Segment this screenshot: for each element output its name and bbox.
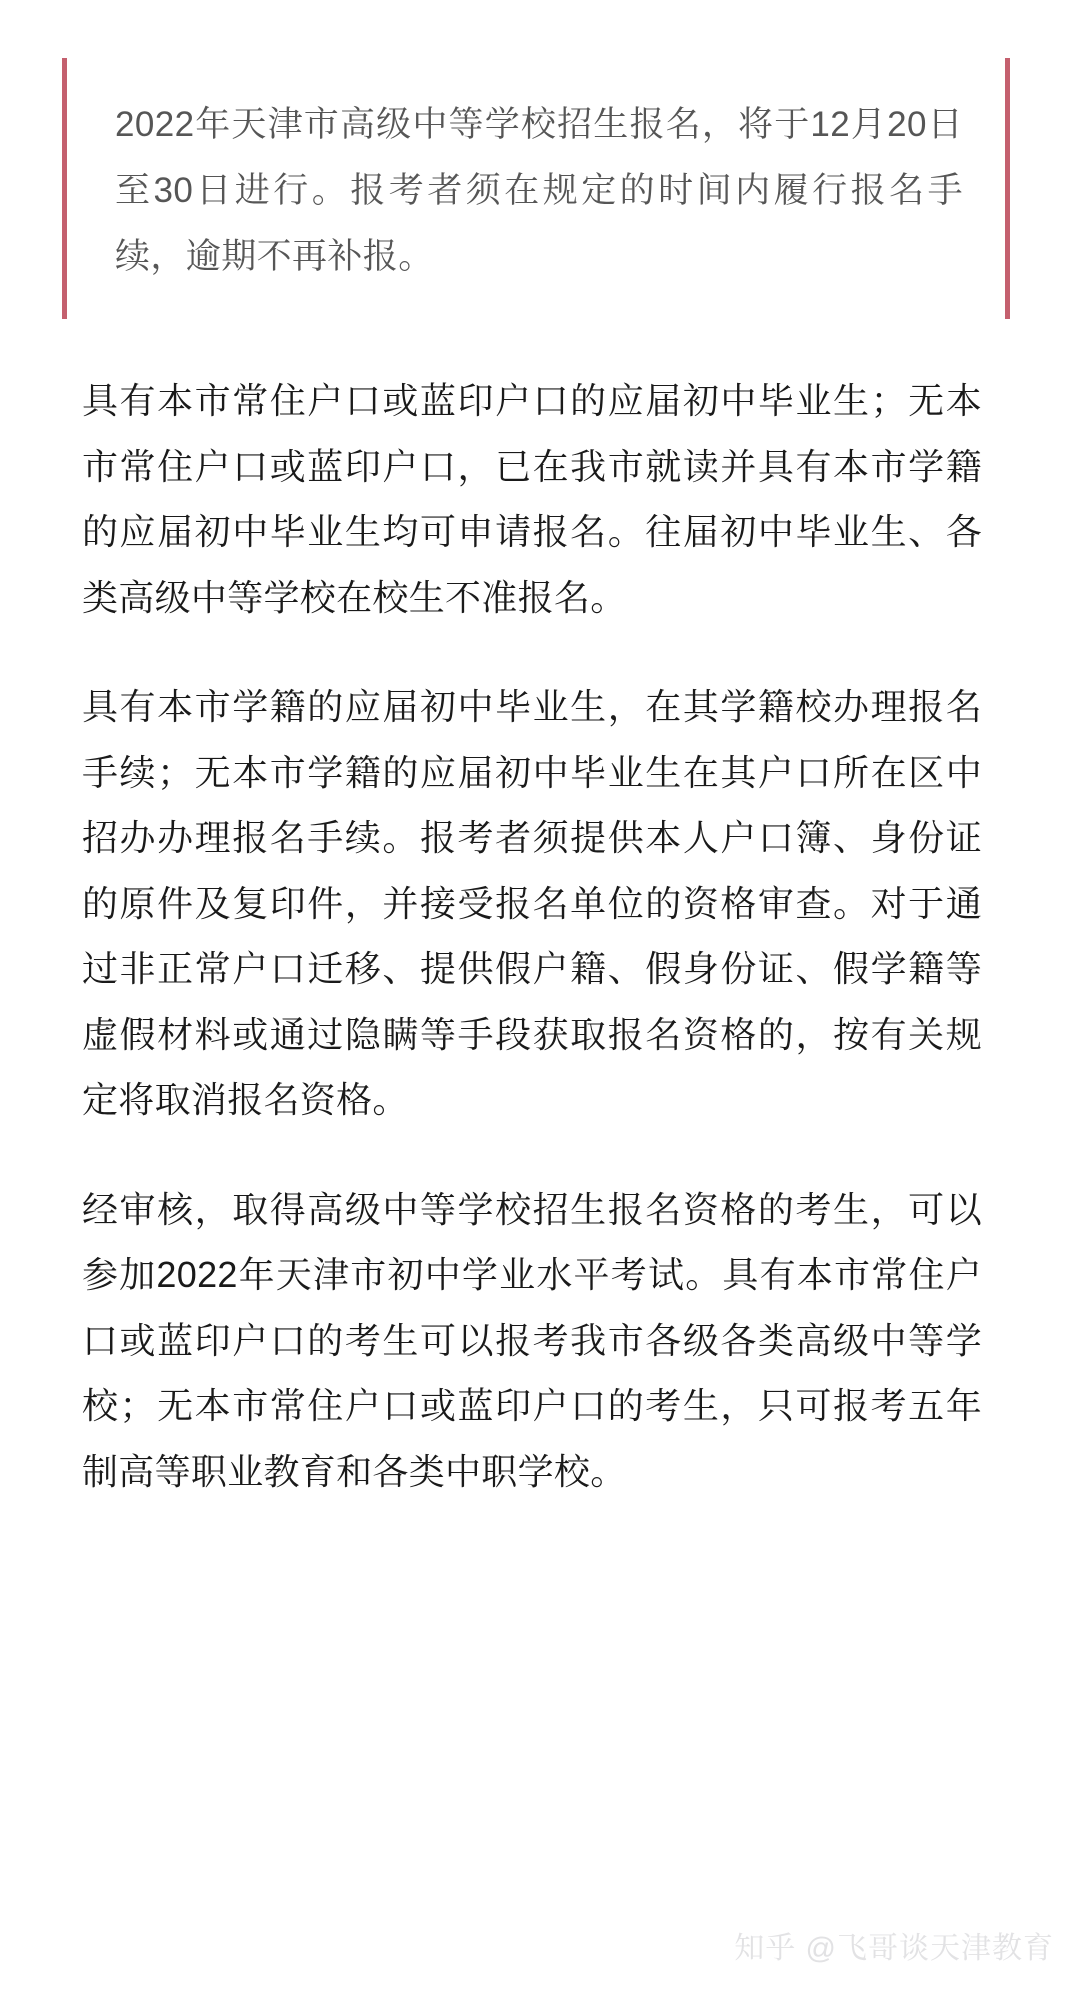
highlight-quote-block [62, 58, 1010, 319]
paragraph-eligibility: 具有本市常住户口或蓝印户口的应届初中毕业生；无本市常住户口或蓝印户口，已在我市就读并具有本市学籍的应届初中毕业生均可申请报名。往届初中毕业生、各类高级中等学校在校生不准报名。 [82, 380, 982, 618]
paragraph-registration-procedure: 具有本市学籍的应届初中毕业生，在其学籍校办理报名手续；无本市学籍的应届初中毕业生在其户口所在区中招办办理报名手续。报考者须提供本人户口簿、身份证的原件及复印件，并接受报名单位的资格审查。对于通过非正常户口迁移、提供假户籍、假身份证、假学籍等虚假材料或通过隐瞒等手段获取报名资格的，按有关规定将取消报名资格。 [82, 686, 982, 1121]
paragraph-exam-qualification: 经审核，取得高级中等学校招生报名资格的考生，可以参加2022年天津市初中学业水平考试。具有本市常住户口或蓝印户口的考生可以报考我市各级各类高级中等学校；无本市常住户口或蓝印户口的考生，只可报考五年制高等职业教育和各类中职学校。 [82, 1188, 982, 1492]
article-body [82, 368, 982, 1504]
quote-text: 2022年天津市高级中等学校招生报名，将于12月20日至30日进行。报考者须在规定的时间内履行报名手续，逾期不再补报。 [115, 105, 963, 276]
zhihu-watermark: 知乎 @飞哥谈天津教育 [734, 1932, 1054, 1965]
